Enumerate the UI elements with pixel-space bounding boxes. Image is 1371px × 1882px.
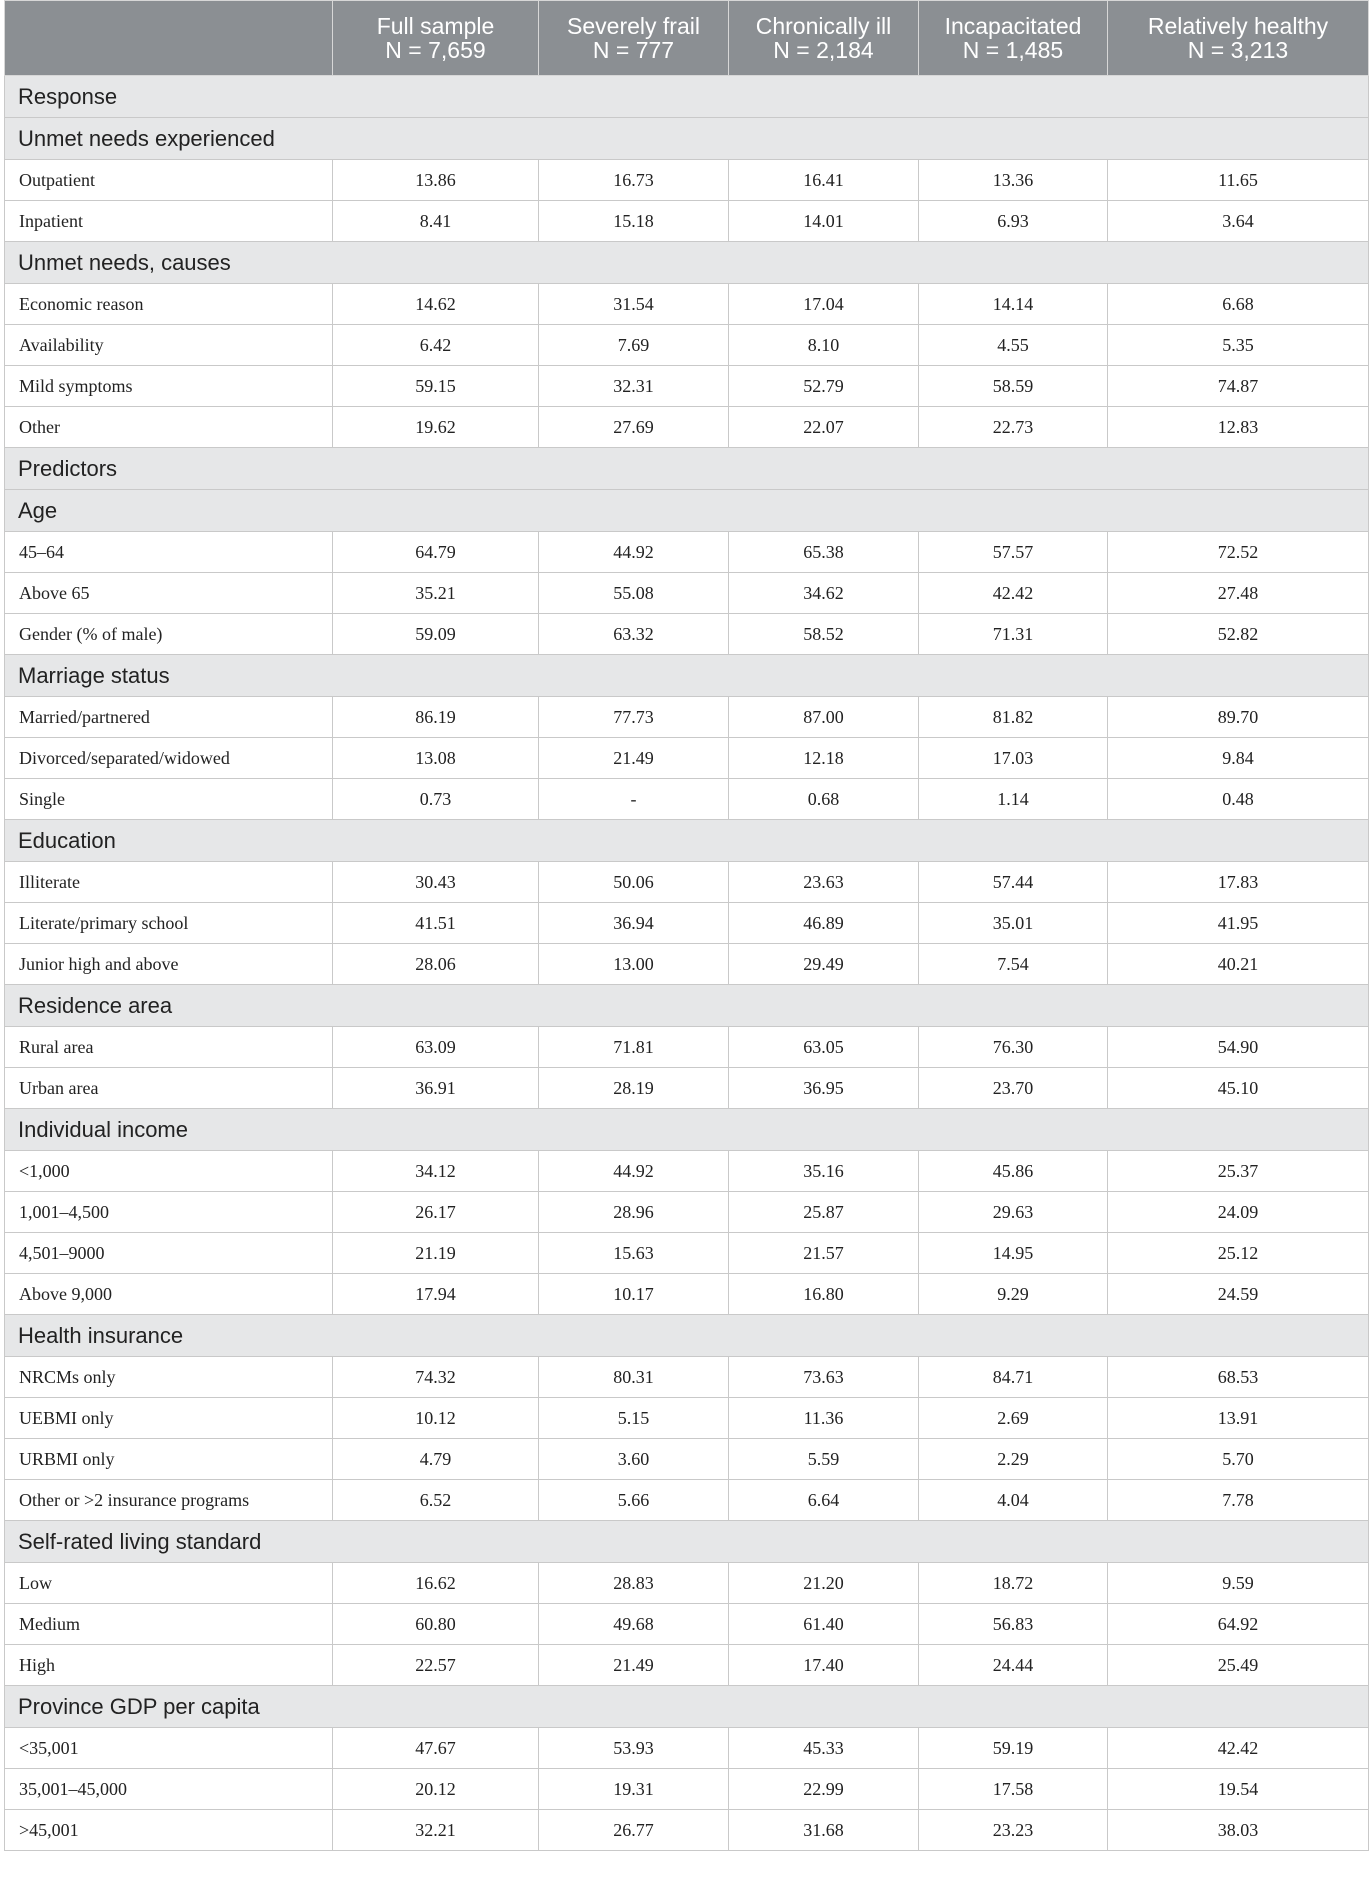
value-cell: 4.04 — [919, 1480, 1108, 1521]
value-cell: 28.96 — [539, 1192, 729, 1233]
value-cell: 80.31 — [539, 1357, 729, 1398]
header-n: N = 777 — [592, 37, 675, 63]
value-cell: 36.91 — [333, 1068, 539, 1109]
value-cell: 45.33 — [729, 1728, 919, 1769]
value-cell: 64.92 — [1108, 1604, 1369, 1645]
value-cell: 21.57 — [729, 1233, 919, 1274]
row-label: Other — [5, 407, 333, 448]
value-cell: 81.82 — [919, 697, 1108, 738]
value-cell: 26.17 — [333, 1192, 539, 1233]
value-cell: 1.14 — [919, 779, 1108, 820]
row-label: Literate/primary school — [5, 903, 333, 944]
table-row — [5, 1151, 1369, 1192]
value-cell: 68.53 — [1108, 1357, 1369, 1398]
value-cell: 27.69 — [539, 407, 729, 448]
row-label: Availability — [5, 325, 333, 366]
value-cell: 14.95 — [919, 1233, 1108, 1274]
section-row — [5, 242, 1369, 284]
value-cell: 28.19 — [539, 1068, 729, 1109]
value-cell: 17.94 — [333, 1274, 539, 1315]
value-cell: - — [539, 779, 729, 820]
value-cell: 14.01 — [729, 201, 919, 242]
value-cell: 34.12 — [333, 1151, 539, 1192]
row-label: UEBMI only — [5, 1398, 333, 1439]
value-cell: 6.68 — [1108, 284, 1369, 325]
value-cell: 73.63 — [729, 1357, 919, 1398]
value-cell: 44.92 — [539, 1151, 729, 1192]
header-label: Chronically ill — [755, 13, 892, 39]
row-label: Medium — [5, 1604, 333, 1645]
value-cell: 59.09 — [333, 614, 539, 655]
value-cell: 57.57 — [919, 532, 1108, 573]
value-cell: 59.15 — [333, 366, 539, 407]
row-label: 35,001–45,000 — [5, 1769, 333, 1810]
value-cell: 63.09 — [333, 1027, 539, 1068]
row-label: Urban area — [5, 1068, 333, 1109]
value-cell: 23.23 — [919, 1810, 1108, 1851]
value-cell: 19.31 — [539, 1769, 729, 1810]
row-label: Junior high and above — [5, 944, 333, 985]
value-cell: 42.42 — [1108, 1728, 1369, 1769]
row-label: Inpatient — [5, 201, 333, 242]
table-row — [5, 532, 1369, 573]
value-cell: 31.68 — [729, 1810, 919, 1851]
header-n: N = 1,485 — [962, 37, 1064, 63]
section-row — [5, 655, 1369, 697]
value-cell: 13.08 — [333, 738, 539, 779]
value-cell: 59.19 — [919, 1728, 1108, 1769]
section-row — [5, 985, 1369, 1027]
value-cell: 7.69 — [539, 325, 729, 366]
value-cell: 35.16 — [729, 1151, 919, 1192]
row-label: Above 9,000 — [5, 1274, 333, 1315]
value-cell: 54.90 — [1108, 1027, 1369, 1068]
value-cell: 6.52 — [333, 1480, 539, 1521]
table-row — [5, 1728, 1369, 1769]
row-label: Low — [5, 1563, 333, 1604]
value-cell: 16.80 — [729, 1274, 919, 1315]
value-cell: 19.62 — [333, 407, 539, 448]
section-row — [5, 1315, 1369, 1357]
section-label: Predictors — [5, 448, 1369, 490]
value-cell: 36.94 — [539, 903, 729, 944]
value-cell: 21.49 — [539, 738, 729, 779]
value-cell: 52.79 — [729, 366, 919, 407]
section-row — [5, 76, 1369, 118]
value-cell: 13.91 — [1108, 1398, 1369, 1439]
row-label: URBMI only — [5, 1439, 333, 1480]
table-row — [5, 1233, 1369, 1274]
value-cell: 0.68 — [729, 779, 919, 820]
section-label: Residence area — [5, 985, 1369, 1027]
value-cell: 22.99 — [729, 1769, 919, 1810]
header-cell-empty — [5, 1, 333, 76]
table-row — [5, 325, 1369, 366]
value-cell: 45.10 — [1108, 1068, 1369, 1109]
section-label: Unmet needs experienced — [5, 118, 1369, 160]
header-label: Full sample — [376, 13, 495, 39]
row-label: Single — [5, 779, 333, 820]
header-cell-full-sample — [333, 1, 539, 76]
row-label: Illiterate — [5, 862, 333, 903]
table-row — [5, 1769, 1369, 1810]
value-cell: 16.73 — [539, 160, 729, 201]
value-cell: 0.48 — [1108, 779, 1369, 820]
row-label: Other or >2 insurance programs — [5, 1480, 333, 1521]
value-cell: 45.86 — [919, 1151, 1108, 1192]
section-row — [5, 1686, 1369, 1728]
table-row — [5, 1810, 1369, 1851]
table-row — [5, 366, 1369, 407]
value-cell: 31.54 — [539, 284, 729, 325]
value-cell: 10.12 — [333, 1398, 539, 1439]
value-cell: 11.65 — [1108, 160, 1369, 201]
value-cell: 12.18 — [729, 738, 919, 779]
value-cell: 28.06 — [333, 944, 539, 985]
section-label: Education — [5, 820, 1369, 862]
value-cell: 35.21 — [333, 573, 539, 614]
header-cell-relatively-healthy — [1108, 1, 1369, 76]
value-cell: 52.82 — [1108, 614, 1369, 655]
table-row — [5, 201, 1369, 242]
value-cell: 63.05 — [729, 1027, 919, 1068]
value-cell: 3.60 — [539, 1439, 729, 1480]
row-label: High — [5, 1645, 333, 1686]
value-cell: 18.72 — [919, 1563, 1108, 1604]
value-cell: 87.00 — [729, 697, 919, 738]
table-row — [5, 1068, 1369, 1109]
value-cell: 0.73 — [333, 779, 539, 820]
value-cell: 6.64 — [729, 1480, 919, 1521]
value-cell: 24.44 — [919, 1645, 1108, 1686]
value-cell: 29.63 — [919, 1192, 1108, 1233]
value-cell: 46.89 — [729, 903, 919, 944]
value-cell: 55.08 — [539, 573, 729, 614]
header-n: N = 2,184 — [773, 37, 874, 63]
table-container — [4, 0, 1368, 1851]
value-cell: 35.01 — [919, 903, 1108, 944]
value-cell: 44.92 — [539, 532, 729, 573]
value-cell: 23.63 — [729, 862, 919, 903]
value-cell: 19.54 — [1108, 1769, 1369, 1810]
value-cell: 40.21 — [1108, 944, 1369, 985]
value-cell: 41.95 — [1108, 903, 1369, 944]
row-label: Married/partnered — [5, 697, 333, 738]
table-row — [5, 779, 1369, 820]
value-cell: 14.62 — [333, 284, 539, 325]
value-cell: 5.66 — [539, 1480, 729, 1521]
table-row — [5, 160, 1369, 201]
section-row — [5, 448, 1369, 490]
value-cell: 22.07 — [729, 407, 919, 448]
section-label: Age — [5, 490, 1369, 532]
value-cell: 15.18 — [539, 201, 729, 242]
value-cell: 5.15 — [539, 1398, 729, 1439]
value-cell: 9.29 — [919, 1274, 1108, 1315]
section-row — [5, 118, 1369, 160]
value-cell: 49.68 — [539, 1604, 729, 1645]
value-cell: 71.81 — [539, 1027, 729, 1068]
value-cell: 17.40 — [729, 1645, 919, 1686]
value-cell: 32.21 — [333, 1810, 539, 1851]
header-cell-severely-frail — [539, 1, 729, 76]
value-cell: 24.09 — [1108, 1192, 1369, 1233]
value-cell: 13.36 — [919, 160, 1108, 201]
value-cell: 57.44 — [919, 862, 1108, 903]
row-label: Gender (% of male) — [5, 614, 333, 655]
table-row — [5, 1398, 1369, 1439]
value-cell: 16.62 — [333, 1563, 539, 1604]
value-cell: 60.80 — [333, 1604, 539, 1645]
table-row — [5, 614, 1369, 655]
row-label: Mild symptoms — [5, 366, 333, 407]
value-cell: 27.48 — [1108, 573, 1369, 614]
value-cell: 36.95 — [729, 1068, 919, 1109]
value-cell: 77.73 — [539, 697, 729, 738]
value-cell: 7.54 — [919, 944, 1108, 985]
value-cell: 58.59 — [919, 366, 1108, 407]
table-row — [5, 573, 1369, 614]
table-row — [5, 903, 1369, 944]
value-cell: 10.17 — [539, 1274, 729, 1315]
table-row — [5, 1192, 1369, 1233]
value-cell: 9.84 — [1108, 738, 1369, 779]
value-cell: 16.41 — [729, 160, 919, 201]
value-cell: 61.40 — [729, 1604, 919, 1645]
table-body — [5, 76, 1369, 1851]
table-row — [5, 738, 1369, 779]
value-cell: 13.86 — [333, 160, 539, 201]
header-cell-incapacitated — [919, 1, 1108, 76]
value-cell: 25.37 — [1108, 1151, 1369, 1192]
value-cell: 25.87 — [729, 1192, 919, 1233]
value-cell: 22.73 — [919, 407, 1108, 448]
header-label: Relatively healthy — [1147, 13, 1329, 39]
row-label: >45,001 — [5, 1810, 333, 1851]
value-cell: 74.32 — [333, 1357, 539, 1398]
value-cell: 30.43 — [333, 862, 539, 903]
table-header — [5, 1, 1369, 76]
header-cell-chronically-ill — [729, 1, 919, 76]
table-row — [5, 1480, 1369, 1521]
value-cell: 21.20 — [729, 1563, 919, 1604]
section-row — [5, 1109, 1369, 1151]
value-cell: 24.59 — [1108, 1274, 1369, 1315]
value-cell: 21.49 — [539, 1645, 729, 1686]
value-cell: 29.49 — [729, 944, 919, 985]
value-cell: 5.59 — [729, 1439, 919, 1480]
value-cell: 4.55 — [919, 325, 1108, 366]
table-row — [5, 284, 1369, 325]
value-cell: 76.30 — [919, 1027, 1108, 1068]
header-n: N = 7,659 — [385, 37, 486, 63]
value-cell: 56.83 — [919, 1604, 1108, 1645]
table-row — [5, 1274, 1369, 1315]
value-cell: 9.59 — [1108, 1563, 1369, 1604]
section-label: Self-rated living standard — [5, 1521, 1369, 1563]
table-row — [5, 1563, 1369, 1604]
value-cell: 17.83 — [1108, 862, 1369, 903]
value-cell: 17.58 — [919, 1769, 1108, 1810]
value-cell: 2.69 — [919, 1398, 1108, 1439]
value-cell: 6.42 — [333, 325, 539, 366]
row-label: Outpatient — [5, 160, 333, 201]
value-cell: 65.38 — [729, 532, 919, 573]
value-cell: 2.29 — [919, 1439, 1108, 1480]
value-cell: 12.83 — [1108, 407, 1369, 448]
table-row — [5, 1439, 1369, 1480]
row-label: Above 65 — [5, 573, 333, 614]
value-cell: 17.03 — [919, 738, 1108, 779]
section-label: Marriage status — [5, 655, 1369, 697]
value-cell: 42.42 — [919, 573, 1108, 614]
value-cell: 64.79 — [333, 532, 539, 573]
value-cell: 23.70 — [919, 1068, 1108, 1109]
value-cell: 6.93 — [919, 201, 1108, 242]
table-row — [5, 1027, 1369, 1068]
table-row — [5, 944, 1369, 985]
table-row — [5, 1604, 1369, 1645]
value-cell: 84.71 — [919, 1357, 1108, 1398]
value-cell: 32.31 — [539, 366, 729, 407]
header-label: Severely frail — [567, 13, 700, 39]
value-cell: 7.78 — [1108, 1480, 1369, 1521]
row-label: <1,000 — [5, 1151, 333, 1192]
value-cell: 22.57 — [333, 1645, 539, 1686]
header-label: Incapacitated — [944, 13, 1082, 39]
table-row — [5, 1357, 1369, 1398]
section-label: Province GDP per capita — [5, 1686, 1369, 1728]
value-cell: 21.19 — [333, 1233, 539, 1274]
row-label: NRCMs only — [5, 1357, 333, 1398]
value-cell: 11.36 — [729, 1398, 919, 1439]
section-row — [5, 820, 1369, 862]
value-cell: 17.04 — [729, 284, 919, 325]
value-cell: 34.62 — [729, 573, 919, 614]
header-row — [5, 1, 1369, 76]
value-cell: 25.49 — [1108, 1645, 1369, 1686]
value-cell: 25.12 — [1108, 1233, 1369, 1274]
row-label: Rural area — [5, 1027, 333, 1068]
value-cell: 38.03 — [1108, 1810, 1369, 1851]
row-label: Divorced/separated/widowed — [5, 738, 333, 779]
value-cell: 58.52 — [729, 614, 919, 655]
value-cell: 3.64 — [1108, 201, 1369, 242]
value-cell: 15.63 — [539, 1233, 729, 1274]
table-row — [5, 407, 1369, 448]
table-row — [5, 697, 1369, 738]
section-row — [5, 1521, 1369, 1563]
row-label: Economic reason — [5, 284, 333, 325]
value-cell: 4.79 — [333, 1439, 539, 1480]
row-label: 4,501–9000 — [5, 1233, 333, 1274]
value-cell: 63.32 — [539, 614, 729, 655]
value-cell: 5.70 — [1108, 1439, 1369, 1480]
row-label: <35,001 — [5, 1728, 333, 1769]
row-label: 45–64 — [5, 532, 333, 573]
value-cell: 47.67 — [333, 1728, 539, 1769]
section-label: Response — [5, 76, 1369, 118]
section-label: Unmet needs, causes — [5, 242, 1369, 284]
data-table — [4, 0, 1369, 1851]
value-cell: 14.14 — [919, 284, 1108, 325]
value-cell: 13.00 — [539, 944, 729, 985]
value-cell: 53.93 — [539, 1728, 729, 1769]
value-cell: 71.31 — [919, 614, 1108, 655]
section-row — [5, 490, 1369, 532]
value-cell: 74.87 — [1108, 366, 1369, 407]
table-row — [5, 862, 1369, 903]
value-cell: 28.83 — [539, 1563, 729, 1604]
section-label: Individual income — [5, 1109, 1369, 1151]
value-cell: 20.12 — [333, 1769, 539, 1810]
value-cell: 72.52 — [1108, 532, 1369, 573]
table-row — [5, 1645, 1369, 1686]
value-cell: 5.35 — [1108, 325, 1369, 366]
row-label: 1,001–4,500 — [5, 1192, 333, 1233]
value-cell: 26.77 — [539, 1810, 729, 1851]
value-cell: 8.10 — [729, 325, 919, 366]
value-cell: 41.51 — [333, 903, 539, 944]
header-n: N = 3,213 — [1187, 37, 1289, 63]
value-cell: 86.19 — [333, 697, 539, 738]
section-label: Health insurance — [5, 1315, 1369, 1357]
value-cell: 8.41 — [333, 201, 539, 242]
value-cell: 50.06 — [539, 862, 729, 903]
value-cell: 89.70 — [1108, 697, 1369, 738]
